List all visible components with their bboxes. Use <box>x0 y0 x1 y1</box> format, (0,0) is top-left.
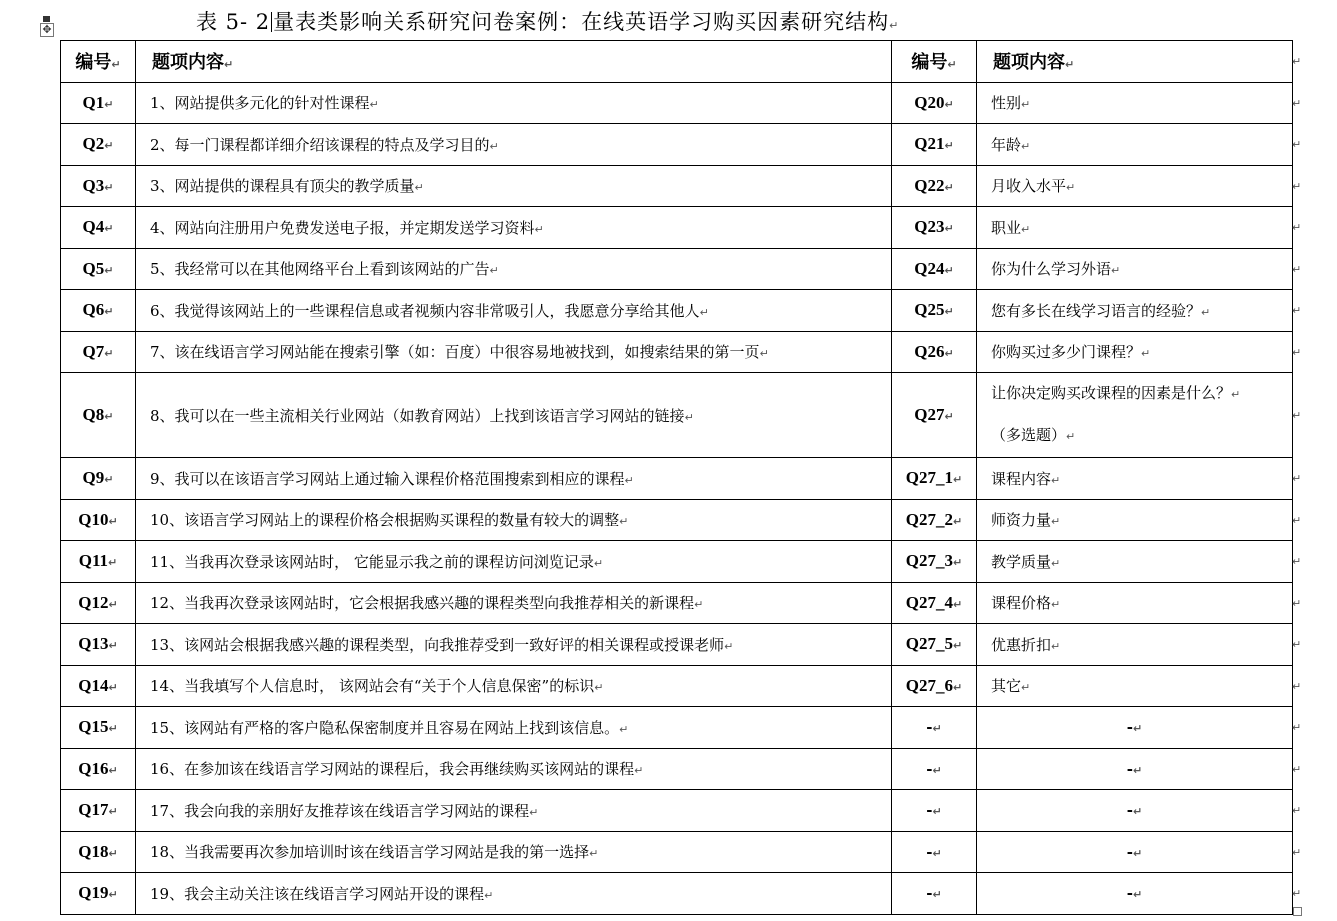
question-text: 6、我觉得该网站上的一些课程信息或者视频内容非常吸引人，我愿意分享给其他人↵ <box>136 290 892 332</box>
question-number: Q2↵ <box>61 124 136 166</box>
question-number-right: Q24↵ <box>892 248 977 290</box>
question-number: Q3↵ <box>61 165 136 207</box>
question-text-right: 让你决定购买改课程的因素是什么？↵ （多选题）↵ <box>977 373 1293 458</box>
table-row <box>61 165 1293 207</box>
header-content-left: 题项内容↵ <box>136 41 892 83</box>
row-end-mark: ↵ <box>1292 679 1302 693</box>
header-content-right: 题项内容↵ <box>977 41 1293 83</box>
row-end-mark: ↵ <box>1292 138 1302 152</box>
question-number: Q9↵ <box>61 458 136 500</box>
table-resize-handle[interactable] <box>1293 907 1302 916</box>
question-text: 12、当我再次登录该网站时，它会根据我感兴趣的课程类型向我推荐相关的新课程↵ <box>136 582 892 624</box>
question-text-right: 月收入水平↵ <box>977 165 1293 207</box>
table-row <box>61 290 1293 332</box>
question-number-right: Q20↵ <box>892 82 977 124</box>
question-text-right: 你为什么学习外语↵ <box>977 248 1293 290</box>
question-number: Q10↵ <box>61 499 136 541</box>
question-number-right: -↵ <box>892 831 977 873</box>
table-row <box>61 207 1293 249</box>
row-end-mark: ↵ <box>1292 596 1302 610</box>
anchor-icon <box>43 16 50 22</box>
question-number: Q1↵ <box>61 82 136 124</box>
question-number-right: Q22↵ <box>892 165 977 207</box>
question-text-right: 优惠折扣↵ <box>977 624 1293 666</box>
question-text-right: 年龄↵ <box>977 124 1293 166</box>
row-end-mark: ↵ <box>1292 262 1302 276</box>
table-row <box>61 665 1293 707</box>
question-number-right: Q27_1↵ <box>892 458 977 500</box>
question-text-right: 您有多长在线学习语言的经验？↵ <box>977 290 1293 332</box>
table-caption <box>196 6 899 36</box>
caption-prefix: 表 5- 2 <box>196 10 271 34</box>
question-text: 11、当我再次登录该网站时， 它能显示我之前的课程访问浏览记录↵ <box>136 541 892 583</box>
header-num-right: 编号↵ <box>892 41 977 83</box>
question-number: Q13↵ <box>61 624 136 666</box>
question-number: Q16↵ <box>61 748 136 790</box>
paragraph-mark: ↵ <box>889 19 900 32</box>
question-number-right: Q21↵ <box>892 124 977 166</box>
question-text: 15、该网站有严格的客户隐私保密制度并且容易在网站上找到该信息。↵ <box>136 707 892 749</box>
row-end-mark: ↵ <box>1292 55 1302 69</box>
table-row <box>61 624 1293 666</box>
question-text: 4、网站向注册用户免费发送电子报，并定期发送学习资料↵ <box>136 207 892 249</box>
question-text: 3、网站提供的课程具有顶尖的教学质量↵ <box>136 165 892 207</box>
question-text: 2、每一门课程都详细介绍该课程的特点及学习目的↵ <box>136 124 892 166</box>
question-text-right: 师资力量↵ <box>977 499 1293 541</box>
question-text: 14、当我填写个人信息时， 该网站会有“关于个人信息保密”的标识↵ <box>136 665 892 707</box>
question-number-right: Q27_2↵ <box>892 499 977 541</box>
move-cross-icon[interactable]: ✥ <box>40 23 54 37</box>
question-text-right: 教学质量↵ <box>977 541 1293 583</box>
question-number: Q4↵ <box>61 207 136 249</box>
question-number: Q8↵ <box>61 373 136 458</box>
question-text: 19、我会主动关注该在线语言学习网站开设的课程↵ <box>136 873 892 915</box>
question-text: 7、该在线语言学习网站能在搜索引擎（如：百度）中很容易地被找到，如搜索结果的第一页↵ <box>136 331 892 373</box>
question-number: Q11↵ <box>61 541 136 583</box>
question-text: 5、我经常可以在其他网络平台上看到该网站的广告↵ <box>136 248 892 290</box>
question-text-right: -↵ <box>977 707 1293 749</box>
table-row <box>61 248 1293 290</box>
question-number-right: Q23↵ <box>892 207 977 249</box>
table-row <box>61 331 1293 373</box>
row-end-mark: ↵ <box>1292 472 1302 486</box>
question-number: Q17↵ <box>61 790 136 832</box>
question-text-right: -↵ <box>977 831 1293 873</box>
header-num-left: 编号↵ <box>61 41 136 83</box>
row-end-mark: ↵ <box>1292 96 1302 110</box>
question-number-right: Q27_5↵ <box>892 624 977 666</box>
question-number: Q12↵ <box>61 582 136 624</box>
question-text-right: -↵ <box>977 790 1293 832</box>
table-row <box>61 124 1293 166</box>
caption-text: 量表类影响关系研究问卷案例：在线英语学习购买因素研究结构 <box>273 10 890 34</box>
question-text-right: 你购买过多少门课程？↵ <box>977 331 1293 373</box>
row-end-mark: ↵ <box>1292 409 1302 422</box>
question-number: Q7↵ <box>61 331 136 373</box>
row-end-mark: ↵ <box>1292 762 1302 776</box>
question-text: 10、该语言学习网站上的课程价格会根据购买课程的数量有较大的调整↵ <box>136 499 892 541</box>
table-row <box>61 707 1293 749</box>
question-number-right: Q25↵ <box>892 290 977 332</box>
question-number: Q15↵ <box>61 707 136 749</box>
question-text-right: 其它↵ <box>977 665 1293 707</box>
row-end-mark: ↵ <box>1292 513 1302 527</box>
row-end-mark: ↵ <box>1292 221 1302 235</box>
question-number: Q18↵ <box>61 831 136 873</box>
question-number: Q14↵ <box>61 665 136 707</box>
table-row <box>61 831 1293 873</box>
row-end-mark: ↵ <box>1292 804 1302 818</box>
table-row <box>61 873 1293 915</box>
question-number-right: Q27_6↵ <box>892 665 977 707</box>
row-end-mark: ↵ <box>1292 845 1302 859</box>
question-text-right: 性别↵ <box>977 82 1293 124</box>
table-row <box>61 458 1293 500</box>
question-number: Q6↵ <box>61 290 136 332</box>
question-text-right: 职业↵ <box>977 207 1293 249</box>
question-text: 16、在参加该在线语言学习网站的课程后，我会再继续购买该网站的课程↵ <box>136 748 892 790</box>
question-text: 8、我可以在一些主流相关行业网站（如教育网站）上找到该语言学习网站的链接↵ <box>136 373 892 458</box>
table-move-handle[interactable] <box>40 16 56 38</box>
question-text-right: -↵ <box>977 873 1293 915</box>
table-header-row <box>61 41 1293 83</box>
row-end-mark: ↵ <box>1292 638 1302 652</box>
question-number-right: -↵ <box>892 790 977 832</box>
table-row <box>61 541 1293 583</box>
question-number: Q5↵ <box>61 248 136 290</box>
table-row <box>61 82 1293 124</box>
question-text-right: 课程内容↵ <box>977 458 1293 500</box>
question-text-right: -↵ <box>977 748 1293 790</box>
table-row <box>61 373 1293 458</box>
question-number-right: Q26↵ <box>892 331 977 373</box>
row-end-mark: ↵ <box>1292 179 1302 193</box>
question-number-right: -↵ <box>892 873 977 915</box>
table-row <box>61 748 1293 790</box>
question-number-right: Q27↵ <box>892 373 977 458</box>
question-text: 13、该网站会根据我感兴趣的课程类型，向我推荐受到一致好评的相关课程或授课老师↵ <box>136 624 892 666</box>
row-end-mark: ↵ <box>1292 304 1302 318</box>
question-text: 9、我可以在该语言学习网站上通过输入课程价格范围搜索到相应的课程↵ <box>136 458 892 500</box>
question-text: 1、网站提供多元化的针对性课程↵ <box>136 82 892 124</box>
question-number-right: Q27_4↵ <box>892 582 977 624</box>
table-row <box>61 499 1293 541</box>
question-number-right: -↵ <box>892 748 977 790</box>
table-row <box>61 790 1293 832</box>
question-number: Q19↵ <box>61 873 136 915</box>
table-row <box>61 582 1293 624</box>
row-end-mark: ↵ <box>1292 721 1302 735</box>
questionnaire-table <box>60 40 1293 915</box>
row-end-mark: ↵ <box>1292 887 1302 901</box>
row-end-mark: ↵ <box>1292 345 1302 359</box>
question-number-right: Q27_3↵ <box>892 541 977 583</box>
question-text: 18、当我需要再次参加培训时该在线语言学习网站是我的第一选择↵ <box>136 831 892 873</box>
question-text-right: 课程价格↵ <box>977 582 1293 624</box>
question-number-right: -↵ <box>892 707 977 749</box>
row-end-mark: ↵ <box>1292 555 1302 569</box>
question-text: 17、我会向我的亲朋好友推荐该在线语言学习网站的课程↵ <box>136 790 892 832</box>
